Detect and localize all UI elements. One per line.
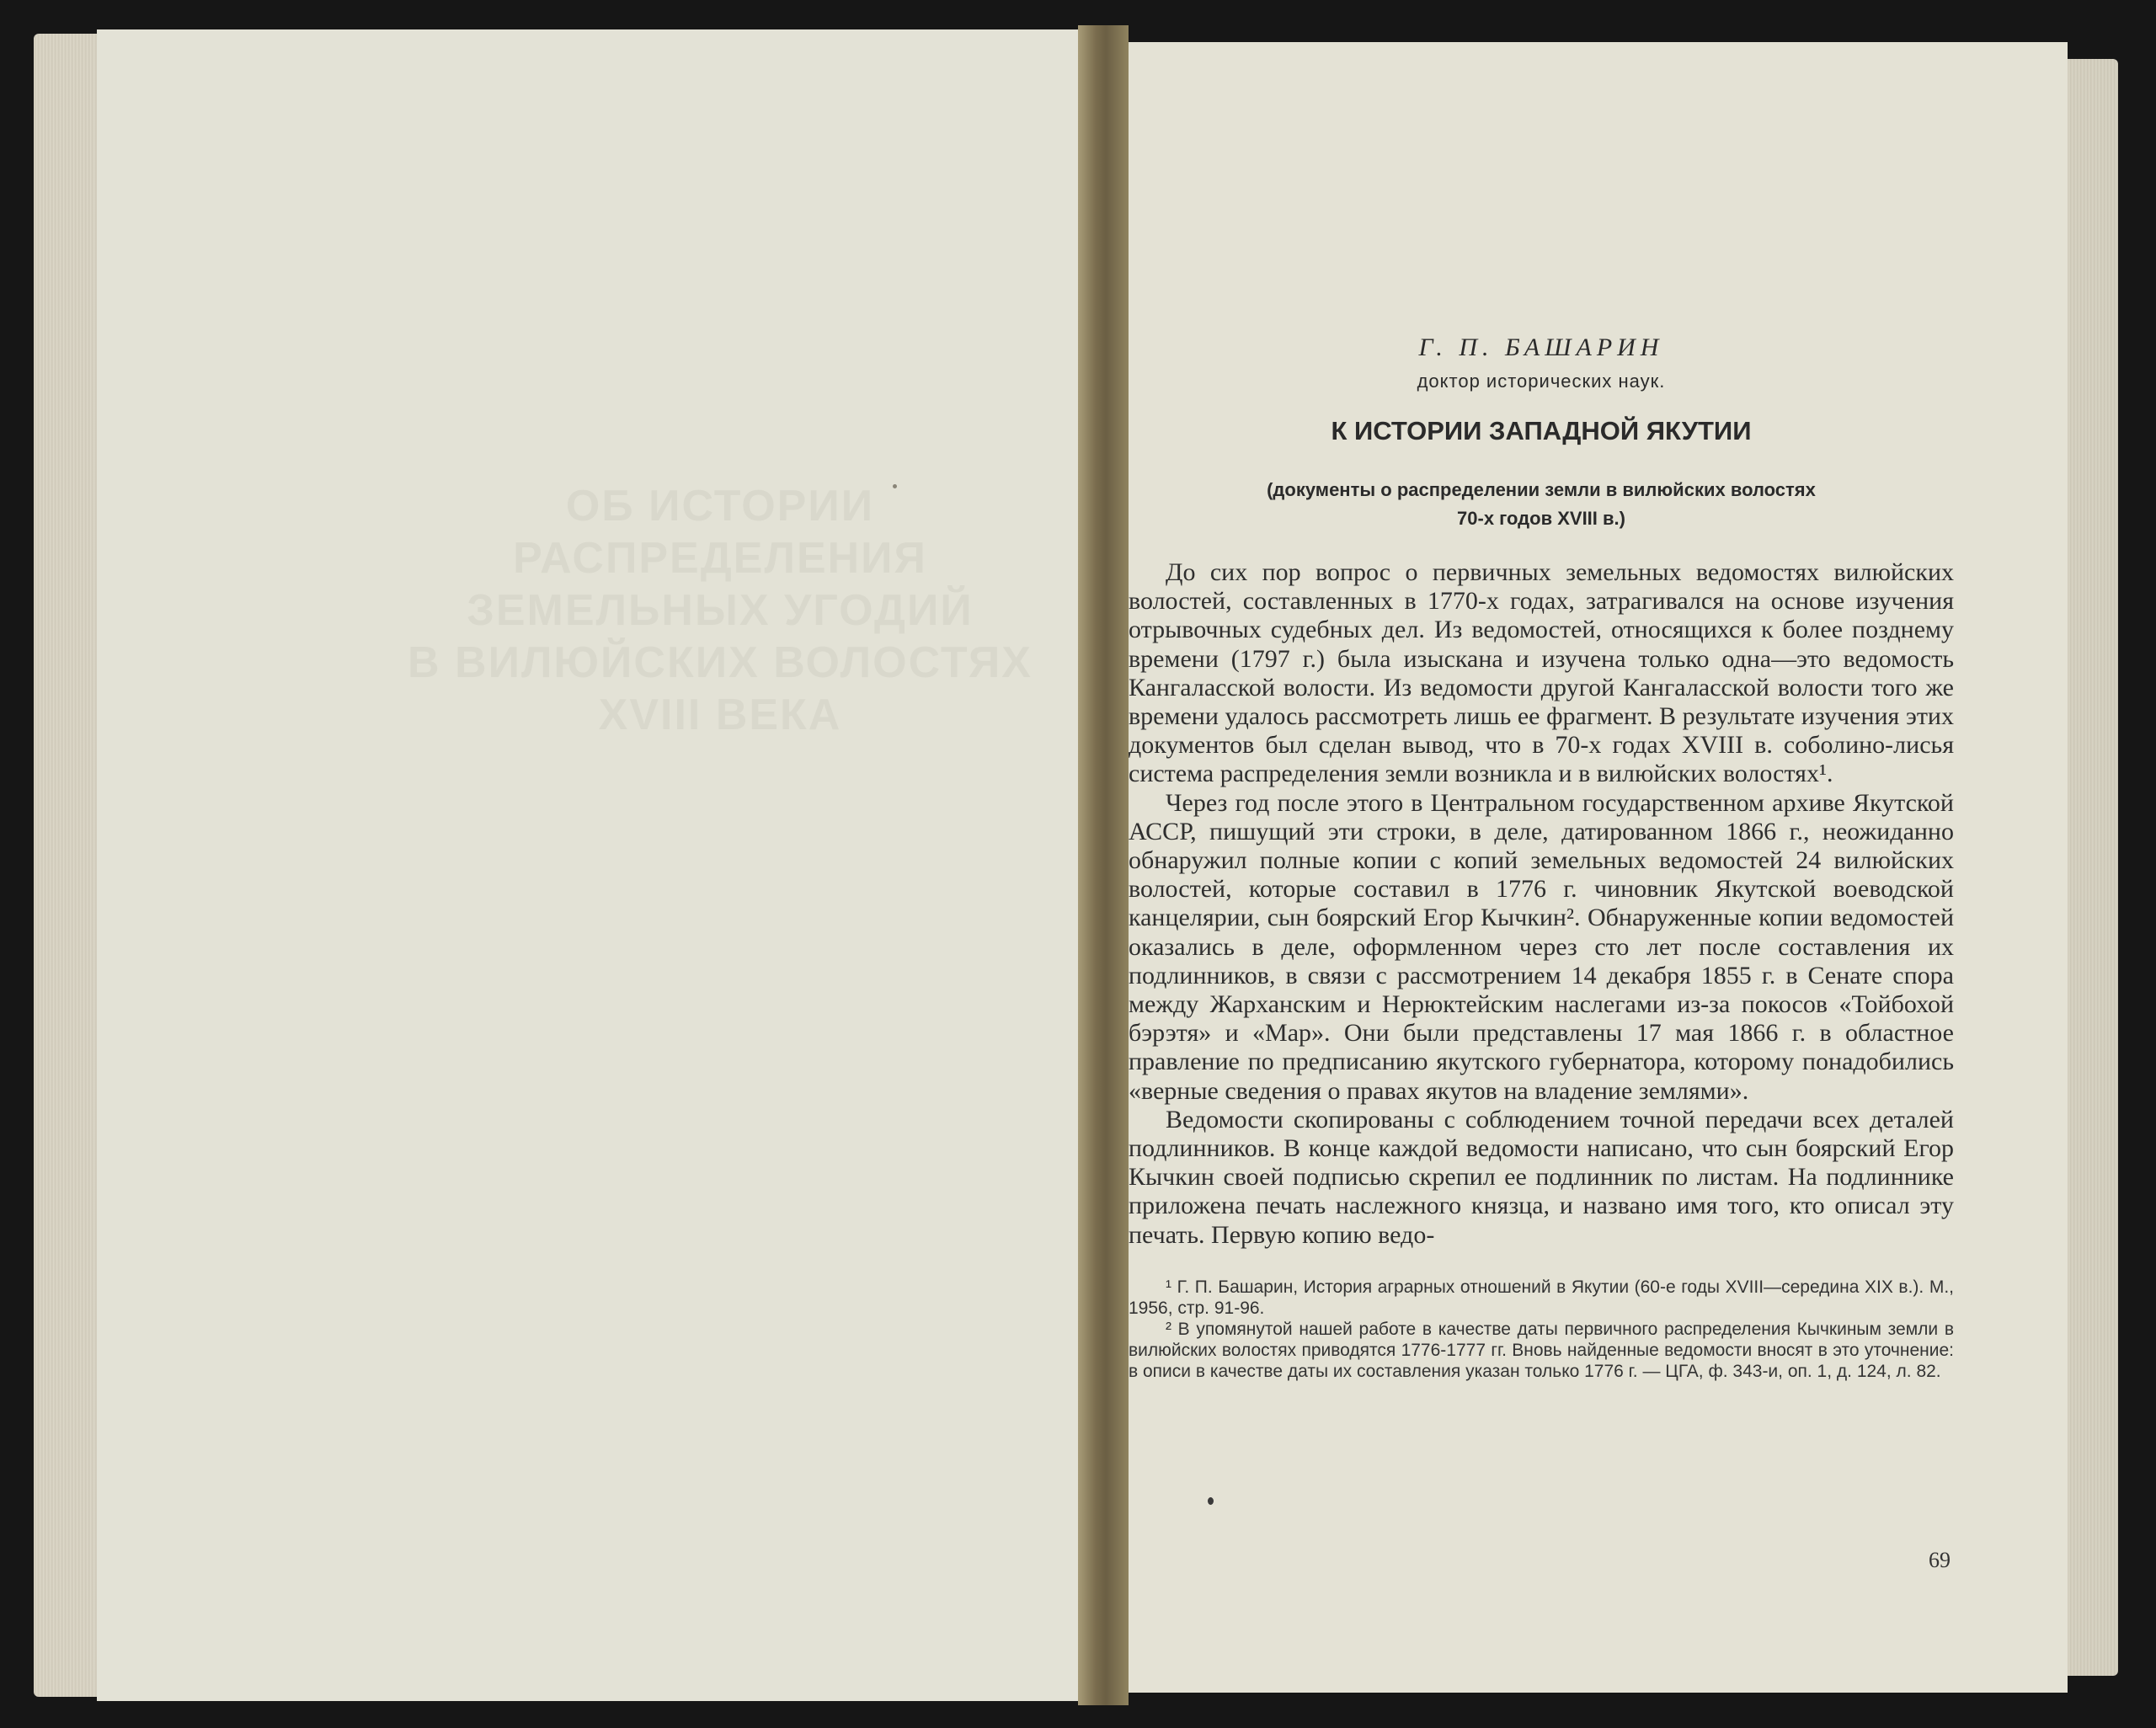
body-paragraph: Через год после этого в Центральном государственном архиве Якутской АССР, пишущий эти строки, в деле, датированном 1866 г., неожиданно обнаружил полные копии с копий земельных ведомостей 24 вилюйских волостей, которые составил в 1776 г. чиновник Якутской воеводской канцелярии, сын боярский Егор Кычкин². Обнаруженные копии ведомостей оказались в деле, оформленном через сто лет после составления их подлинников, в связи с рассмотрением 14 декабря 1855 г. в Сенате спора между Жарханским и Нерюктейским наслегами из-за покосов «Тойбохой бэрэтя» и «Мар». Они были представлены 17 мая 1866 г. в областное правление по предписанию якутского губернатора, которому понадобились «верные сведения о правах якутов на владение землями». — [1129, 788, 1954, 1105]
left-page-edges — [34, 34, 97, 1697]
footnote: ¹ Г. П. Башарин, История аграрных отношений в Якутии (60-е годы XVIII—середина XIX в.). М., 1956, стр. 91-96. — [1129, 1277, 1954, 1318]
book-gutter — [1078, 25, 1129, 1705]
article — [1129, 333, 1954, 1382]
bleed-through-line: XVIII ВЕКА — [598, 691, 842, 739]
footnotes — [1129, 1277, 1954, 1382]
footnote: ² В упомянутой нашей работе в качестве даты первичного распределения Кычкиным земли в вилюйских волостях приводятся 1776-1777 гг. Вновь найденные ведомости вносят в это уточнение: в описи в качестве даты их составления указан только 1776 г. — ЦГА, ф. 343-и, оп. 1, д. 124, л. 82. — [1129, 1319, 1954, 1381]
left-page — [97, 29, 1078, 1701]
body-paragraph: До сих пор вопрос о первичных земельных ведомостях вилюйских волостей, составленных в 1770-х годах, затрагивался на основе изучения отрывочных судебных дел. Из ведомостей, относящихся к более позднему времени (1797 г.) была изыскана и изучена только одна—это ведомость Кангаласской волости. Из ведомости другой Кангаласской волости того же времени удалось рассмотреть лишь ее фрагмент. В результате изучения этих документов был сделан вывод, что в 70-х годах XVIII в. соболино-лисья система распределения земли возникла и в вилюйских волостях¹. — [1129, 558, 1954, 788]
body-paragraph: Ведомости скопированы с соблюдением точной передачи всех деталей подлинников. В конце каждой ведомости написано, что сын боярский Егор Кычкин своей подписью скрепил ее подлинник по листам. На подлиннике приложена печать наслежного князца, и названо имя того, кто описал эту печать. Первую копию ведо- — [1129, 1105, 1954, 1249]
author-name: Г. П. БАШАРИН — [1418, 333, 1664, 361]
paper-speck — [1208, 1497, 1214, 1505]
bleed-through-line: ЗЕМЕЛЬНЫХ УГОДИЙ — [467, 586, 974, 635]
subtitle-line: 70-х годов XVIII в.) — [1457, 508, 1625, 529]
author-degree: доктор исторических наук. — [1417, 371, 1666, 392]
right-page-edges — [2068, 59, 2118, 1676]
article-title: К ИСТОРИИ ЗАПАДНОЙ ЯКУТИИ — [1331, 416, 1752, 445]
paper-speck — [893, 484, 897, 488]
bleed-through-line: ОБ ИСТОРИИ РАСПРЕДЕЛЕНИЯ — [513, 482, 927, 583]
page-number: 69 — [1929, 1548, 1951, 1572]
bleed-through-title — [400, 480, 1040, 741]
subtitle-line: (документы о распределении земли в вилюйских волостях — [1267, 479, 1816, 500]
bleed-through-line: В ВИЛЮЙСКИХ ВОЛОСТЯХ — [408, 638, 1033, 687]
article-subtitle — [1129, 476, 1954, 533]
